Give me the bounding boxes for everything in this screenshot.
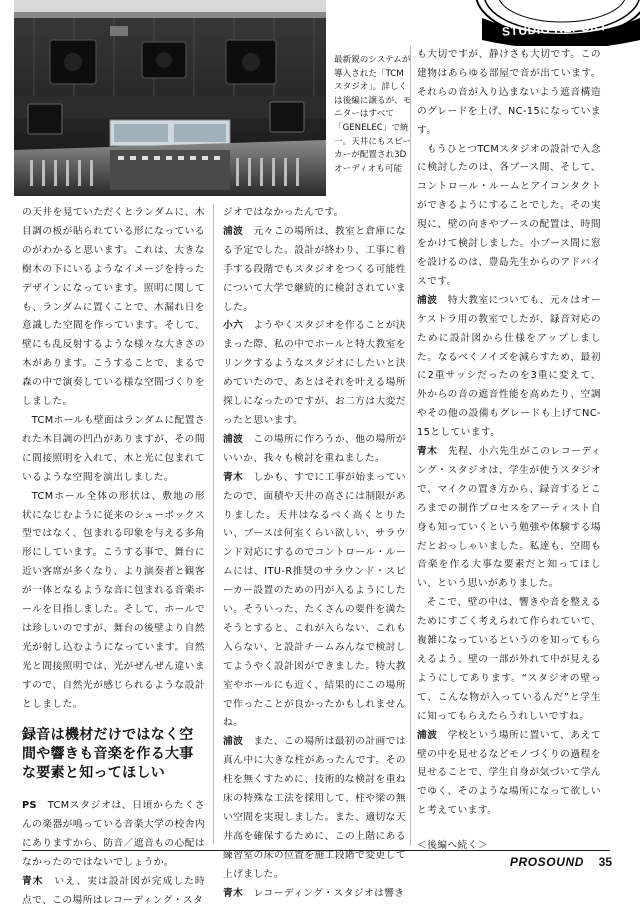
page-footer bbox=[0, 847, 640, 875]
interview-paragraph bbox=[417, 727, 601, 822]
paragraph-text: レコーディング・スタジオは響き bbox=[253, 887, 405, 899]
interview-paragraph bbox=[223, 885, 406, 904]
column-divider bbox=[410, 46, 411, 846]
paragraph: ジオではなかったんです。 bbox=[223, 207, 344, 218]
paragraph-text: 学校という場所に置いて、あえて壁の中を見せるなどモノづくりの過程を見せることで、学生自身が気づいて学んでゆく、そのような場所になって欲しいと考えています。 bbox=[417, 729, 602, 817]
interview-paragraph bbox=[223, 317, 406, 430]
interview-paragraph bbox=[223, 469, 406, 734]
interview-paragraph bbox=[223, 223, 406, 318]
continued-note: ＜後編へ続く＞ bbox=[417, 840, 488, 852]
paragraph-text: しかも、すでに工事が始まっていたので、面積や天井の高さには制限がありました。天井はなるべく高くとりたい、ブースは何室くらい欲しい、サラウンド対応にするのでコントロール・ルームには、ITU-R推奨のサラウンド・スピーカー設置のための円が入るようにしたい。そういった、たくさんの要件を満たそうとすると、これが入らない、これも入らない、と設計チームみんなで検討してようやく設計図ができました。特大教室やホールにも近く、結果的にこの場所で作ったことが良かったかもしれませんね。 bbox=[223, 471, 407, 729]
studio-photo bbox=[14, 0, 326, 196]
speaker-label: PS bbox=[22, 800, 37, 812]
speaker-label: 浦波 bbox=[417, 294, 438, 306]
interview-paragraph bbox=[223, 431, 406, 469]
paragraph-text: いえ、実は設計図が完成した時点で、この場所はレコーディング・スタ bbox=[22, 876, 206, 906]
speaker-label: 青木 bbox=[223, 471, 244, 483]
article-column-3 bbox=[417, 46, 601, 856]
speaker-label: 浦波 bbox=[223, 433, 244, 445]
article-column-1 bbox=[22, 204, 205, 911]
paragraph-text: この場所に作ろうか、他の場所がいいか、我々も検討を重ねました。 bbox=[223, 433, 407, 464]
studio-photo-illustration bbox=[14, 0, 326, 196]
speaker-label: 青木 bbox=[223, 887, 244, 899]
studio-report-badge bbox=[444, 0, 640, 46]
section-heading: 録音は機材だけではなく空間や響きも音楽を作る大事な要素と知ってほしい bbox=[22, 727, 194, 782]
page-number: 35 bbox=[598, 855, 612, 869]
speaker-label: 小六 bbox=[223, 320, 244, 332]
paragraph-text: また、この場所は最初の計画では真ん中に大きな柱があったんです。その柱を無くすために、技術的な検討を重ね床の特殊な工法を採用して、柱や梁の無い空間を実現しました。また、適切な天井高を確保するために、この上階にある練習室の床の位置を施工段階で変更して上げました。 bbox=[223, 736, 407, 880]
paragraph: TCMホールも壁面はランダムに配置された木目調の凹凸がありますが、その間に間接照明を入れて、木と光に包まれているような空間を演出しました。 bbox=[22, 414, 205, 483]
footer-rule bbox=[22, 850, 610, 851]
interview-paragraph bbox=[417, 292, 601, 443]
speaker-label: 浦波 bbox=[223, 225, 244, 237]
paragraph: の天井を見ていただくとランダムに、木目調の板が貼られている形になっているのがわかると思います。これは、大きな樹木の下にいるようなイメージを持ったデザインになっています。照明に関しても、ランダムに置くことで、木漏れ日を意識した空間を作っています。そして、壁にも乱反射するような様々な大きさの木があります。こうすることで、まるで森の中で演奏している様な空間づくりをしました。 bbox=[22, 207, 205, 408]
speaker-label: 青木 bbox=[22, 876, 44, 888]
magazine-brand: PROSOUND bbox=[509, 855, 584, 869]
paragraph: そこで、壁の中は、響きや音を整えるためにすごく考えられて作られていて、複雑になっているというのを知ってもらえるよう、壁の一部が外れて中が見えるようにしてあります。“スタジオの壁って、こんな物が入っているんだ”と学生に知ってもらえたらうれしいですね。 bbox=[417, 597, 601, 722]
photo-caption: 最新鋭のシステムが導入された「TCMスタジオ」。詳しくは後編に譲るが、モニターはすべて「GENELEC」で統一。天井にもスピーカーが配置され3Dオーディオも可能 bbox=[334, 55, 412, 174]
speaker-label: 浦波 bbox=[223, 736, 244, 748]
paragraph: もうひとつTCMスタジオの設計で入念に検討したのは、各ブース間、そして、コントロール・ルームとアイコンタクトができるようにすることでした。その実現に、壁の向きやブースの配置は、時間をかけて検討しました。小ブース間に窓を設けるのは、豊島先生からのアドバイスです。 bbox=[417, 143, 601, 287]
paragraph-text: 特大教室についても、元々はオーケストラ用の教室でしたが、録音対応のために設計図から仕様をアップしました。なるべくノイズを減らすため、最初に2重サッシだったのを3重に変えて、外からの音の遮音性能を高めたり、空調やその他の設備もグレードも上げてNC-15としています。 bbox=[417, 294, 602, 439]
paragraph: も大切ですが、静けさも大切です。この建物はあらゆる部屋で音が出ています。それらの音が入り込まないよう遮音構造のグレードを上げ、NC-15になっています。 bbox=[417, 49, 601, 136]
interview-paragraph bbox=[22, 873, 205, 911]
interview-paragraph bbox=[417, 443, 601, 594]
paragraph-text: TCMスタジオは、日頃からたくさんの楽器が鳴っている音楽大学の校舎内にありますから、防音／遮音もの心配はなかったのではないでしょうか。 bbox=[22, 800, 206, 869]
paragraph-text: ようやくスタジオを作ることが決まった際、私の中でホールと特大教室をリンクするようなスタジオにしたいと決めていたので、あとはそれを叶える場所探しになったのですが、お二方は大変だったと思います。 bbox=[223, 320, 407, 426]
paragraph-text: 元々この場所は、教室と倉庫になる予定でした。設計が終わり、工事に着手する段階でもスタジオをつくる可能性について大学で継続的に検討されていました。 bbox=[223, 225, 407, 313]
speaker-label: 浦波 bbox=[417, 729, 438, 741]
section-label: STUDIO REPORT bbox=[501, 19, 608, 39]
article-column-2 bbox=[223, 204, 406, 904]
column-divider bbox=[213, 204, 214, 844]
paragraph: TCMホール全体の形状は、敷地の形状になじむように従来のシューボックス型ではなく、包まれる印象を与える多角形にしています。こうする事で、舞台に近い客席が多くなり、より演奏者と観客が一体となるような音に包まれる音楽ホールを目指しました。そして、ホールでは珍しいのですが、舞台の後壁より自然光が射し込むようになっています。自然光と間接照明では、光がぜんぜん違いますので、自然光が感じられるような設計としました。 bbox=[22, 490, 205, 710]
paragraph-text: 先程、小六先生がこのレコーディング・スタジオは、学生が使うスタジオで、マイクの置き方から、録音するところまでの制作プロセスをアーティスト自身も知っていくという勉強や体験する場だとおっしゃいました。私達も、空間も音楽を作る大事な要素だと知ってほしい、という思いがありました。 bbox=[417, 446, 601, 590]
speaker-label: 青木 bbox=[417, 446, 438, 458]
